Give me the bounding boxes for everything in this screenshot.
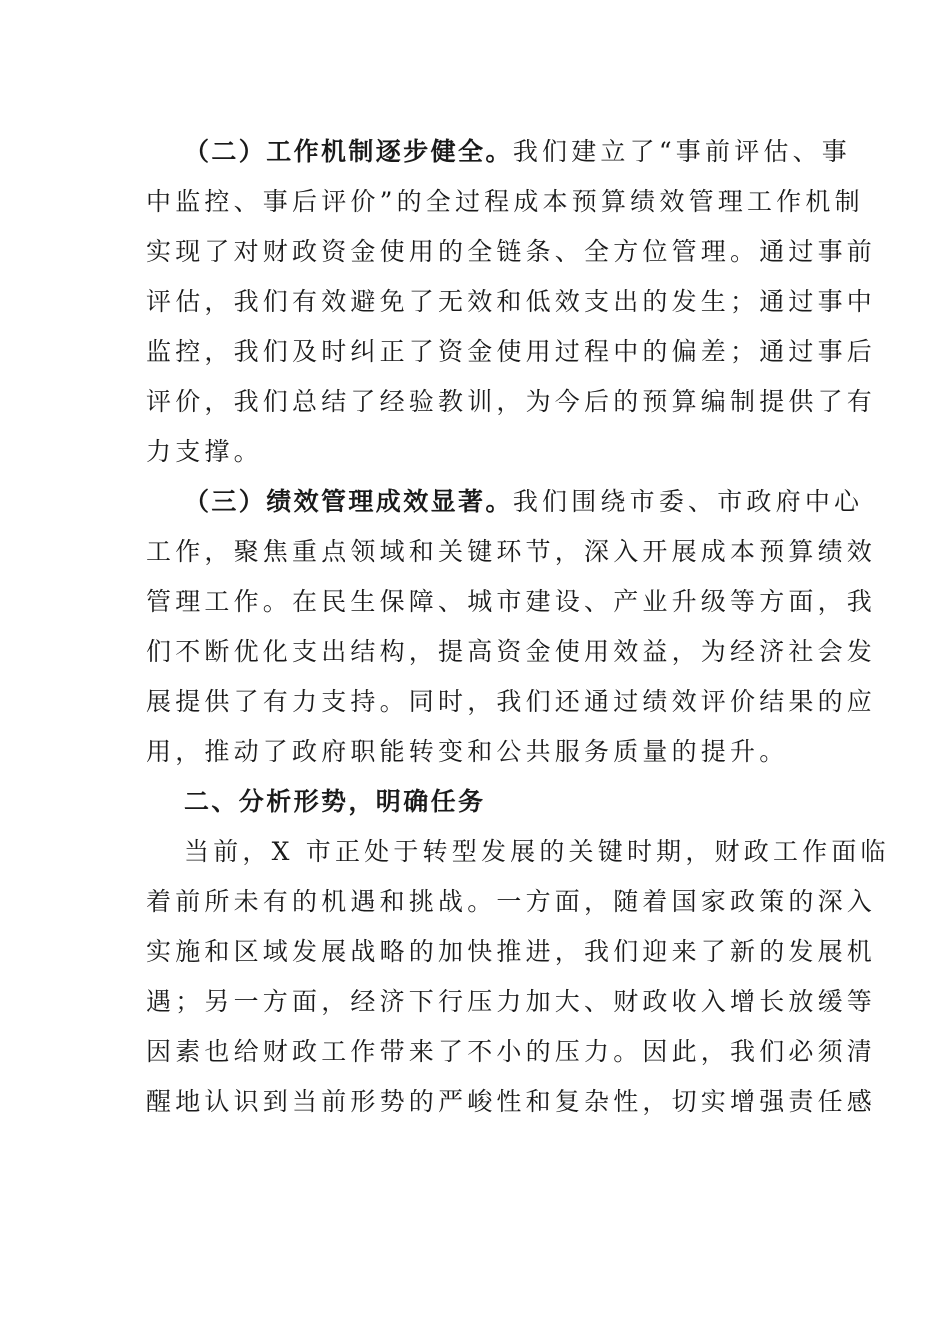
paragraph-line: 因素也给财政工作带来了不小的压力。因此，我们必须清	[146, 1037, 877, 1066]
paragraph-s3-line-1	[184, 477, 864, 527]
paragraph-line: 展提供了有力支持。同时，我们还通过绩效评价结果的应	[146, 687, 877, 716]
section-heading-s3: （三）绩效管理成效显著。	[184, 487, 513, 516]
paragraph-line: 评估，我们有效避免了无效和低效支出的发生；通过事中	[146, 287, 877, 316]
paragraph-s2-line-1	[184, 127, 851, 177]
paragraph-line: 们不断优化支出结构，提高资金使用效益，为经济社会发	[146, 637, 877, 666]
paragraph-line: 管理工作。在民生保障、城市建设、产业升级等方面，我	[146, 587, 877, 616]
paragraph-line: 遇；另一方面，经济下行压力加大、财政收入增长放缓等	[146, 987, 877, 1016]
paragraph-text: 我们围绕市委、市政府中心	[512, 487, 864, 516]
paragraph-line: 实现了对财政资金使用的全链条、全方位管理。通过事前	[146, 237, 877, 266]
paragraph-line: 监控，我们及时纠正了资金使用过程中的偏差；通过事后	[146, 337, 877, 366]
paragraph-line: 实施和区域发展战略的加快推进，我们迎来了新的发展机	[146, 937, 877, 966]
paragraph-line: 醒地认识到当前形势的严峻性和复杂性，切实增强责任感	[146, 1087, 877, 1116]
paragraph-line: 评价，我们总结了经验教训，为今后的预算编制提供了有	[146, 387, 877, 416]
paragraph-text: 我们建立了“事前评估、事	[512, 137, 851, 166]
part-heading-2: 二、分析形势，明确任务	[184, 787, 486, 816]
paragraph-line: 当前，X 市正处于转型发展的关键时期，财政工作面临	[184, 837, 890, 866]
paragraph-line: 力支撑。	[146, 437, 263, 466]
paragraph-line: 用，推动了政府职能转变和公共服务质量的提升。	[146, 737, 789, 766]
paragraph-line: 中监控、事后评价”的全过程成本预算绩效管理工作机制	[146, 187, 864, 216]
paragraph-line: 着前所未有的机遇和挑战。一方面，随着国家政策的深入	[146, 887, 877, 916]
paragraph-line: 工作，聚焦重点领域和关键环节，深入开展成本预算绩效	[146, 537, 877, 566]
section-heading-s2: （二）工作机制逐步健全。	[184, 137, 513, 166]
